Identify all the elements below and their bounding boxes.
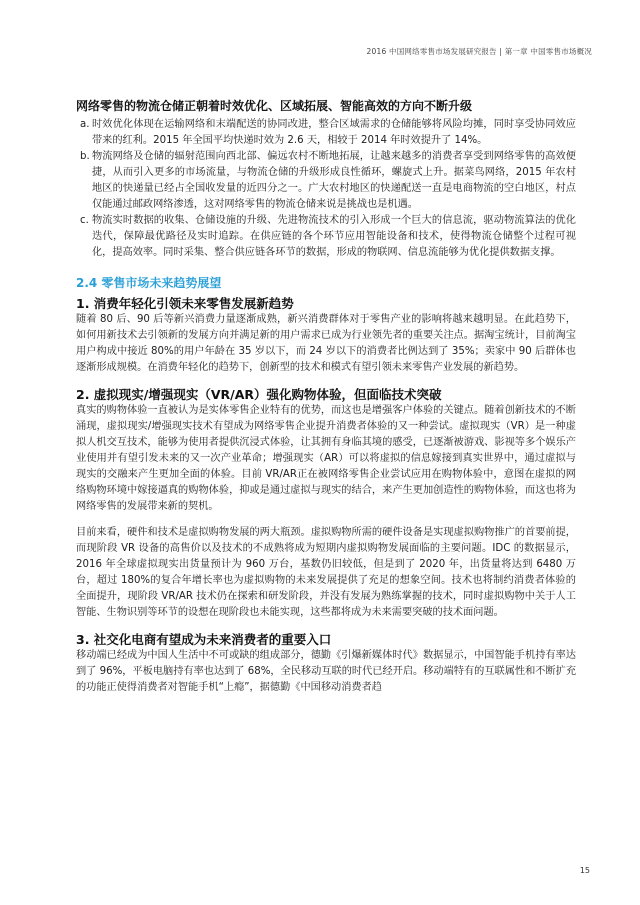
- list-marker: c.: [80, 215, 89, 226]
- paragraph: 真实的购物体验一直被认为是实体零售企业特有的优势，而这也是增强客户体验的关键点。随着创新技术的不断涌现，虚拟现实/增强现实技术有望成为网络零售企业提升消费者体验的又一种尝试。虚拟现实（VR）是一种虚拟人机交互技术，能够为使用者提供沉浸式体验，让其拥有身临其境的感受，已逐渐被游戏、影视等多个娱乐产业使用并有望引发未来的又一次产业革命；增强现实（AR）可以将虚拟的信息嫁接到真实世界中，通过虚拟与现实的交融来产生更加全面的体验。目前 VR/AR正在被网络零售企业尝试应用在购物体验中，意图在虚拟的网络购物环境中嫁接逼真的购物体验，抑或是通过虚拟与现实的结合，来产生更加创造性的购物体验，而这也将为网络零售的发展带来新的契机。: [76, 405, 576, 512]
- list-item: [76, 149, 576, 213]
- running-header: 2016 中国网络零售市场发展研究报告 | 第一章 中国零售市场概况: [366, 47, 592, 56]
- section-heading: 2.4 零售市场未来趋势展望: [76, 276, 222, 290]
- list-item: [76, 117, 576, 149]
- list-item-text: 物流网络及仓储的辐射范围向西北部、偏远农村不断地拓展，让越来越多的消费者享受到网络零售的高效便捷，从而引入更多的市场流量，与物流仓储的升级形成良性循环，螺旋式上升。据菜鸟网络，2015 年农村地区的快递量已经占全国收发量的近四分之一。广大农村地区的快递配送一直是电商物流的空白地区，村点仅能通过邮政网络渗透，这对网络零售的物流仓储来说是挑战也是机遇。: [92, 151, 576, 210]
- subsection-title-youth: 1. 消费年轻化引领未来零售发展新趋势: [76, 296, 294, 311]
- list-marker: b.: [80, 151, 90, 162]
- logistics-heading: 网络零售的物流仓储正朝着时效优化、区域拓展、智能高效的方向不断升级: [76, 99, 473, 113]
- list-item-text: 物流实时数据的收集、仓储设施的升级、先进物流技术的引入形成一个巨大的信息流，驱动物流算法的优化迭代，保障最优路径及实时追踪。在供应链的各个环节应用智能设备和技术，使得物流仓储整个过程可视化，提高效率。同时采集、整合供应链各环节的数据，形成的物联网、信息流能够为优化提供数据支撑。: [92, 215, 576, 258]
- subsection-title-social: 3. 社交化电商有望成为未来消费者的重要入口: [76, 632, 332, 647]
- list-item-text: 时效优化体现在运输网络和末端配送的协同改进，整合区域需求的仓储能够将风险均摊，同时享受协同效应带来的红利。2015 年全国平均快递时效为 2.6 天，相较于 2014 年时效提升了 14%。: [92, 119, 576, 146]
- paragraph: 移动端已经成为中国人生活中不可或缺的组成部分，德勤《引爆新媒体时代》数据显示，中国智能手机持有率达到了 96%，平板电脑持有率也达到了 68%，全民移动互联的时代已经开启。移动端特有的互联属性和不断扩充的功能正使得消费者对智能手机“上瘾”，据德勤《中国移动消费者趋: [76, 650, 577, 693]
- logistics-list: [76, 117, 576, 261]
- paragraph: 目前来看，硬件和技术是虚拟购物发展的两大瓶颈。虚拟购物所需的硬件设备是实现虚拟购物推广的首要前提，而现阶段 VR 设备的高售价以及技术的不成熟将成为短期内虚拟购物发展面临的主要问题。IDC 的数据显示，2016 年全球虚拟现实出货量预计为 960 万台，基数仍旧较低，但是到了 2020 年，出货量将达到 6480 万台，超过 180%的复合年增长率也为虚拟购物的未来发展提供了充足的想象空间。技术也将制约消费者体验的全面提升，现阶段 VR/AR 技术仍在探索和研发阶段，并没有发展为熟练掌握的技术，同时虚拟购物中关于人工智能、生物识别等环节的设想在现阶段也未能实现，这些都将成为未来需要突破的技术面问题。: [76, 527, 576, 618]
- list-item: [76, 213, 576, 261]
- page-number: 15: [579, 866, 590, 875]
- list-marker: a.: [80, 119, 90, 130]
- subsection-title-vr-ar: 2. 虚拟现实/增强现实（VR/AR）强化购物体验，但面临技术突破: [76, 387, 442, 402]
- paragraph: 随着 80 后、90 后等新兴消费力量逐渐成熟，新兴消费群体对于零售产业的影响将越来越明显。在此趋势下，如何用新技术去引领新的发展方向并满足新的用户需求已成为行业领先者的重要关注点。据淘宝统计，目前淘宝用户构成中接近 80%的用户年龄在 35 岁以下，而 24 岁以下的消费者比例达到了 35%；卖家中 90 后群体也逐渐形成规模。在消费年轻化的趋势下，创新型的技术和模式有望引领未来零售产业发展的新趋势。: [76, 314, 576, 373]
- page-content: [76, 98, 576, 696]
